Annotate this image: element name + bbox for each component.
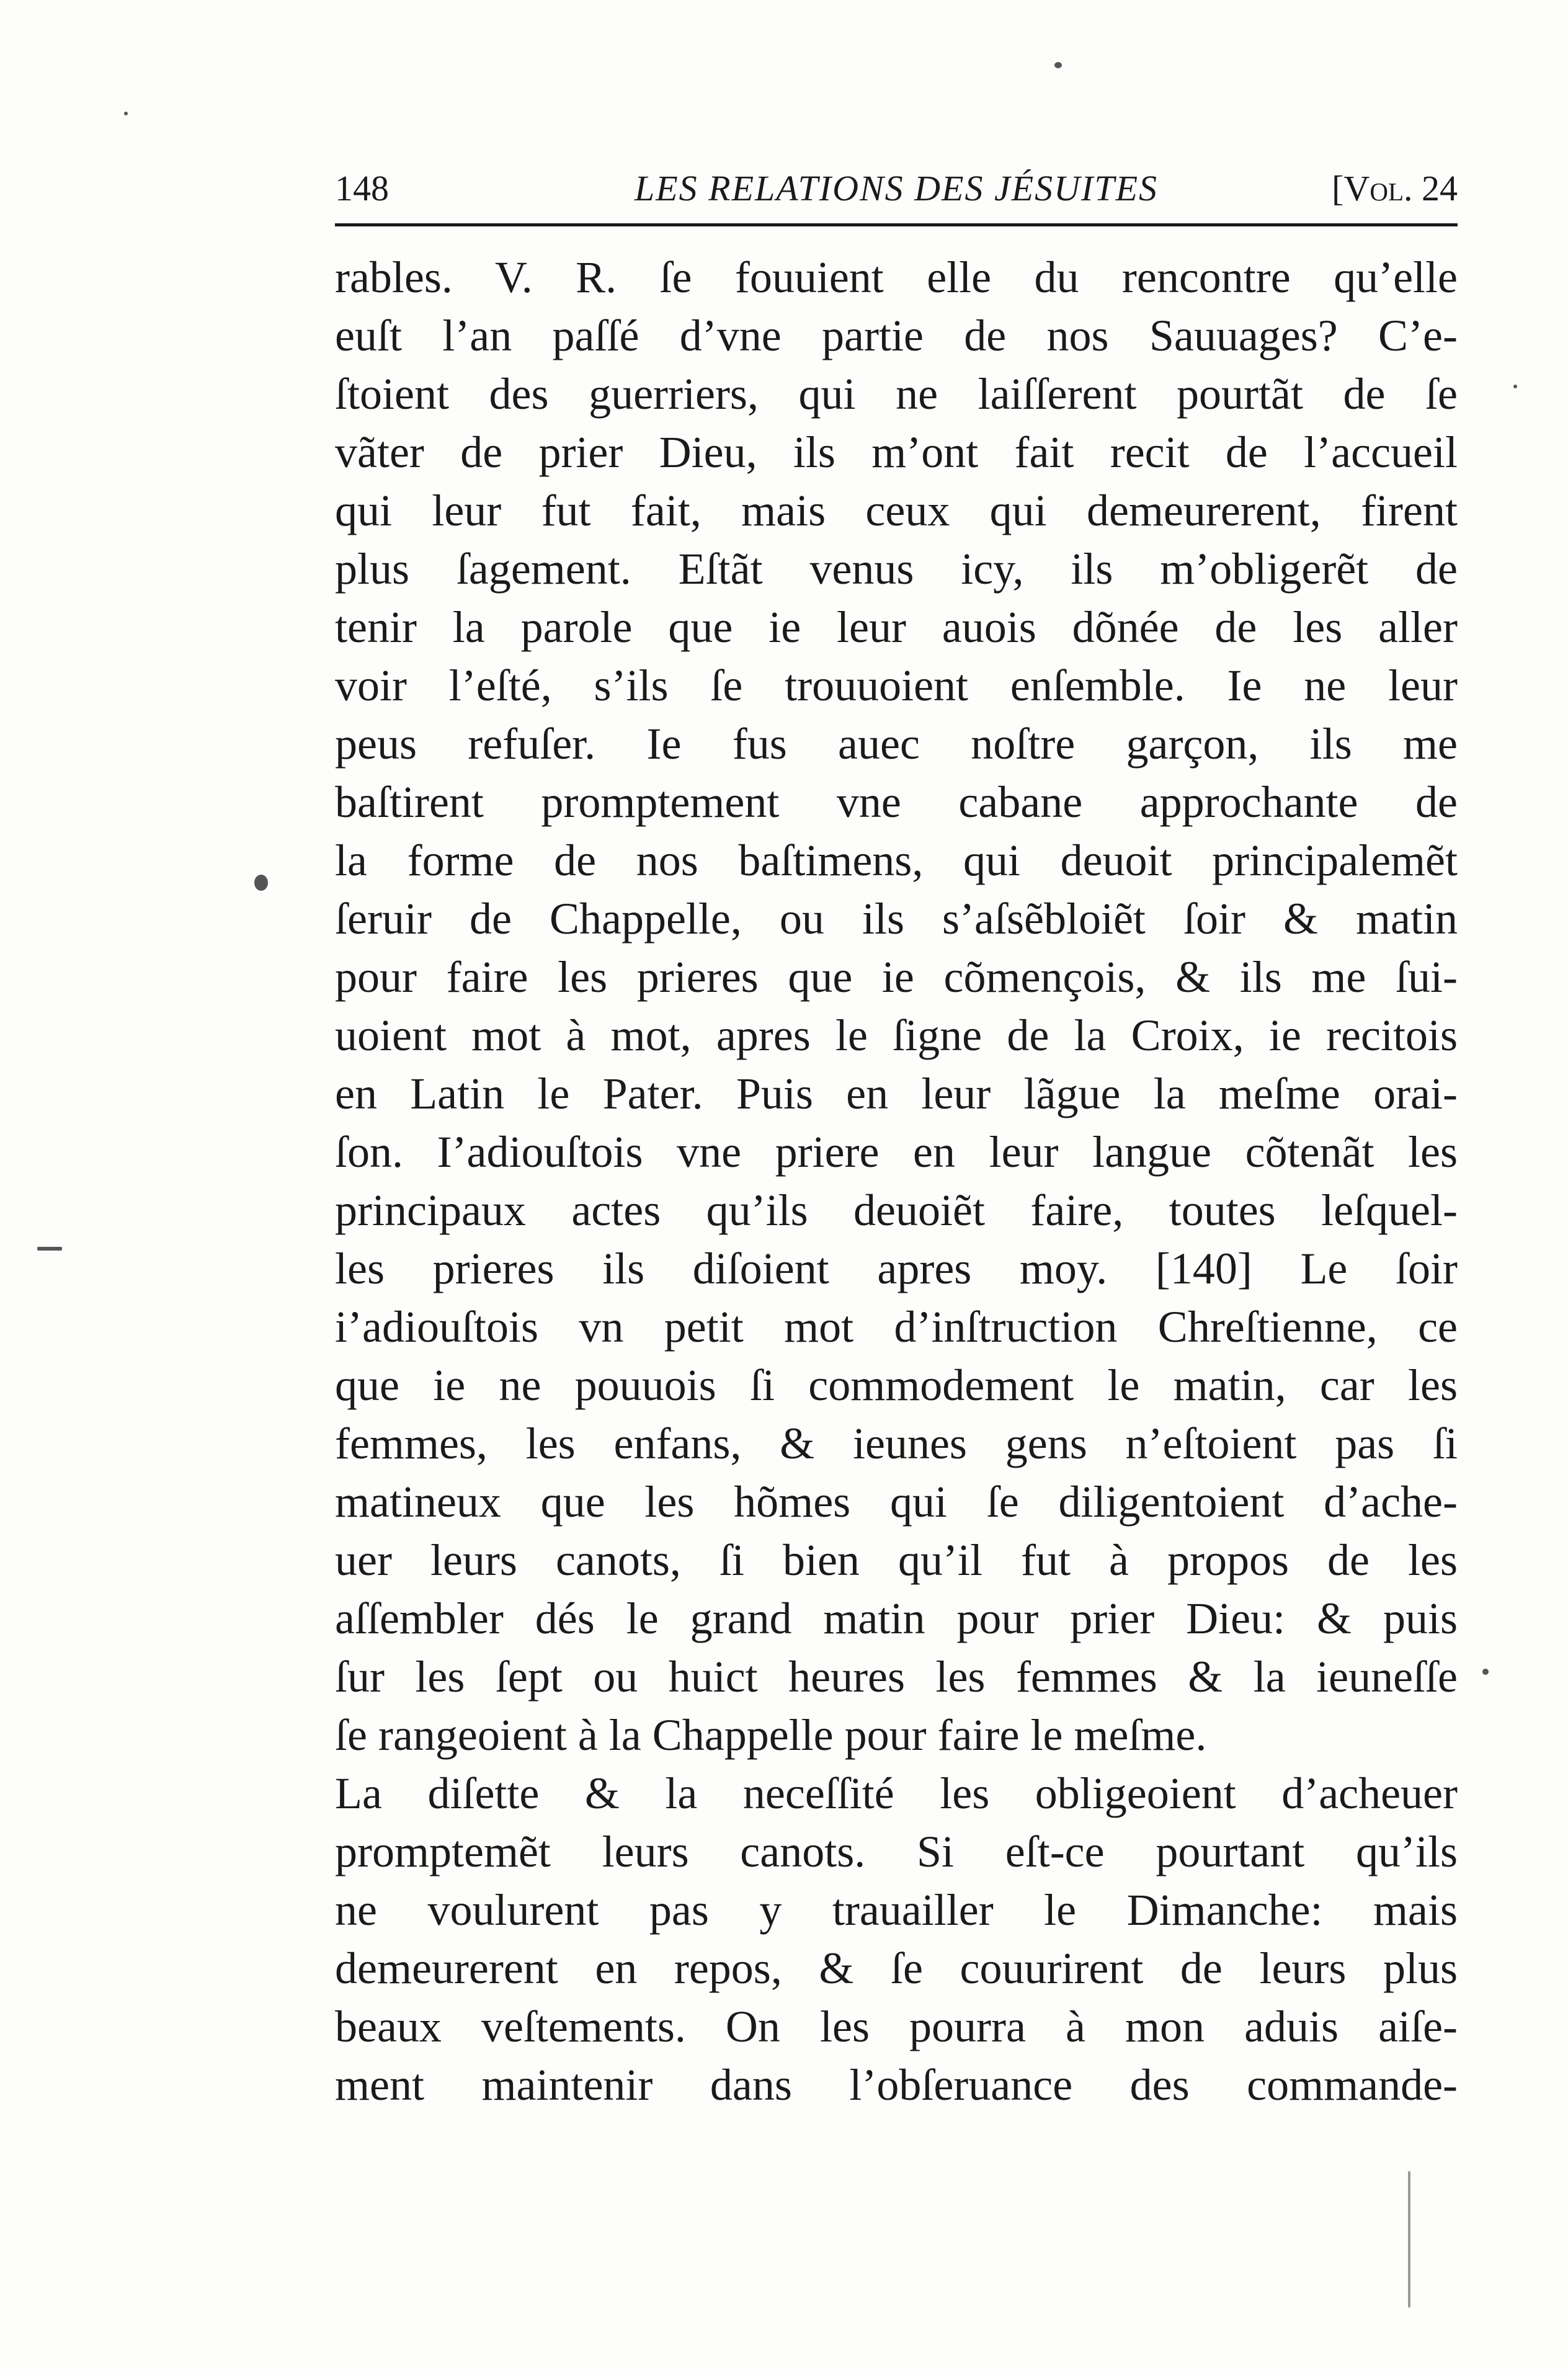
text-line: ment maintenir dans l’obſeruance des commande- — [335, 2060, 1458, 2110]
text-line: La diſette & la neceſſité les obligeoient d’acheuer — [335, 1769, 1458, 1818]
text-line: voir l’eſté, s’ils ſe trouuoient enſemble. Ie ne leur — [335, 661, 1458, 710]
text-line: tenir la parole que ie leur auois dõnée de les aller — [335, 602, 1458, 652]
text-line: les prieres ils diſoient apres moy. [140] Le ſoir — [335, 1244, 1458, 1293]
text-line: uer leurs canots, ſi bien qu’il fut à propos de les — [335, 1535, 1458, 1585]
running-title: LES RELATIONS DES JÉSUITES — [634, 168, 1159, 208]
text-line: femmes, les enfans, & ieunes gens n’eſtoient pas ſi — [335, 1419, 1458, 1468]
text-line: ſtoient des guerriers, qui ne laiſſerent pourtãt de ſe — [335, 369, 1458, 419]
text-line: i’adiouſtois vn petit mot d’inſtruction Chreſtienne, ce — [335, 1302, 1458, 1352]
scan-speck — [124, 112, 128, 115]
text-line: ſon. I’adiouſtois vne priere en leur langue cõtenãt les — [335, 1127, 1458, 1177]
header-rule — [335, 223, 1458, 226]
scan-speck — [37, 1247, 62, 1251]
text-line: baſtirent promptement vne cabane approchante de — [335, 777, 1458, 827]
text-line: ſur les ſept ou huict heures les femmes & la ieuneſſe — [335, 1652, 1458, 1702]
text-line: en Latin le Pater. Puis en leur lãgue la meſme orai- — [335, 1069, 1458, 1118]
text-line: promptemẽt leurs canots. Si eſt-ce pourtant qu’ils — [335, 1827, 1458, 1876]
text-line: la forme de nos baſtimens, qui deuoit principalemẽt — [335, 836, 1458, 885]
text-line: peus refuſer. Ie fus auec noſtre garçon, ils me — [335, 719, 1458, 769]
text-line: uoient mot à mot, apres le ſigne de la Croix, ie recitois — [335, 1011, 1458, 1060]
text-line: qui leur fut fait, mais ceux qui demeurerent, firent — [335, 486, 1458, 535]
text-line: pour faire les prieres que ie cõmençois, & ils me ſui- — [335, 952, 1458, 1002]
text-line: demeurerent en repos, & ſe couurirent de leurs plus — [335, 1943, 1458, 1993]
text-line: vãter de prier Dieu, ils m’ont fait recit de l’accueil — [335, 427, 1458, 477]
text-line: beaux veſtements. On les pourra à mon aduis aiſe- — [335, 2002, 1458, 2051]
body-text — [335, 248, 1458, 2114]
text-line: aſſembler dés le grand matin pour prier Dieu: & puis — [335, 1594, 1458, 1643]
scan-speck — [1482, 1669, 1489, 1675]
volume-label: [Vol. 24 — [1332, 168, 1458, 208]
text-line: ne voulurent pas y trauailler le Dimanche: mais — [335, 1885, 1458, 1935]
text-line: principaux actes qu’ils deuoiẽt faire, toutes leſquel- — [335, 1185, 1458, 1235]
scan-speck — [1054, 62, 1062, 68]
text-line: euſt l’an paſſé d’vne partie de nos Sauuages? C’e- — [335, 311, 1458, 360]
text-line: que ie ne pouuois ſi commodement le matin, car les — [335, 1360, 1458, 1410]
running-head — [335, 155, 1458, 211]
text-line: ſe rangeoient à la Chappelle pour faire le meſme. — [335, 1710, 1207, 1760]
text-line: matineux que les hõmes qui ſe diligentoient d’ache- — [335, 1477, 1458, 1527]
text-line: ſeruir de Chappelle, ou ils s’aſsẽbloiẽt ſoir & matin — [335, 894, 1458, 944]
scan-speck — [254, 875, 268, 891]
scan-speck — [1513, 385, 1517, 388]
page-number: 148 — [335, 168, 389, 208]
scan-speck — [1408, 2171, 1410, 2308]
text-line: rables. V. R. ſe fouuient elle du rencontre qu’elle — [335, 252, 1458, 302]
text-line: plus ſagement. Eſtãt venus icy, ils m’obligerẽt de — [335, 544, 1458, 594]
